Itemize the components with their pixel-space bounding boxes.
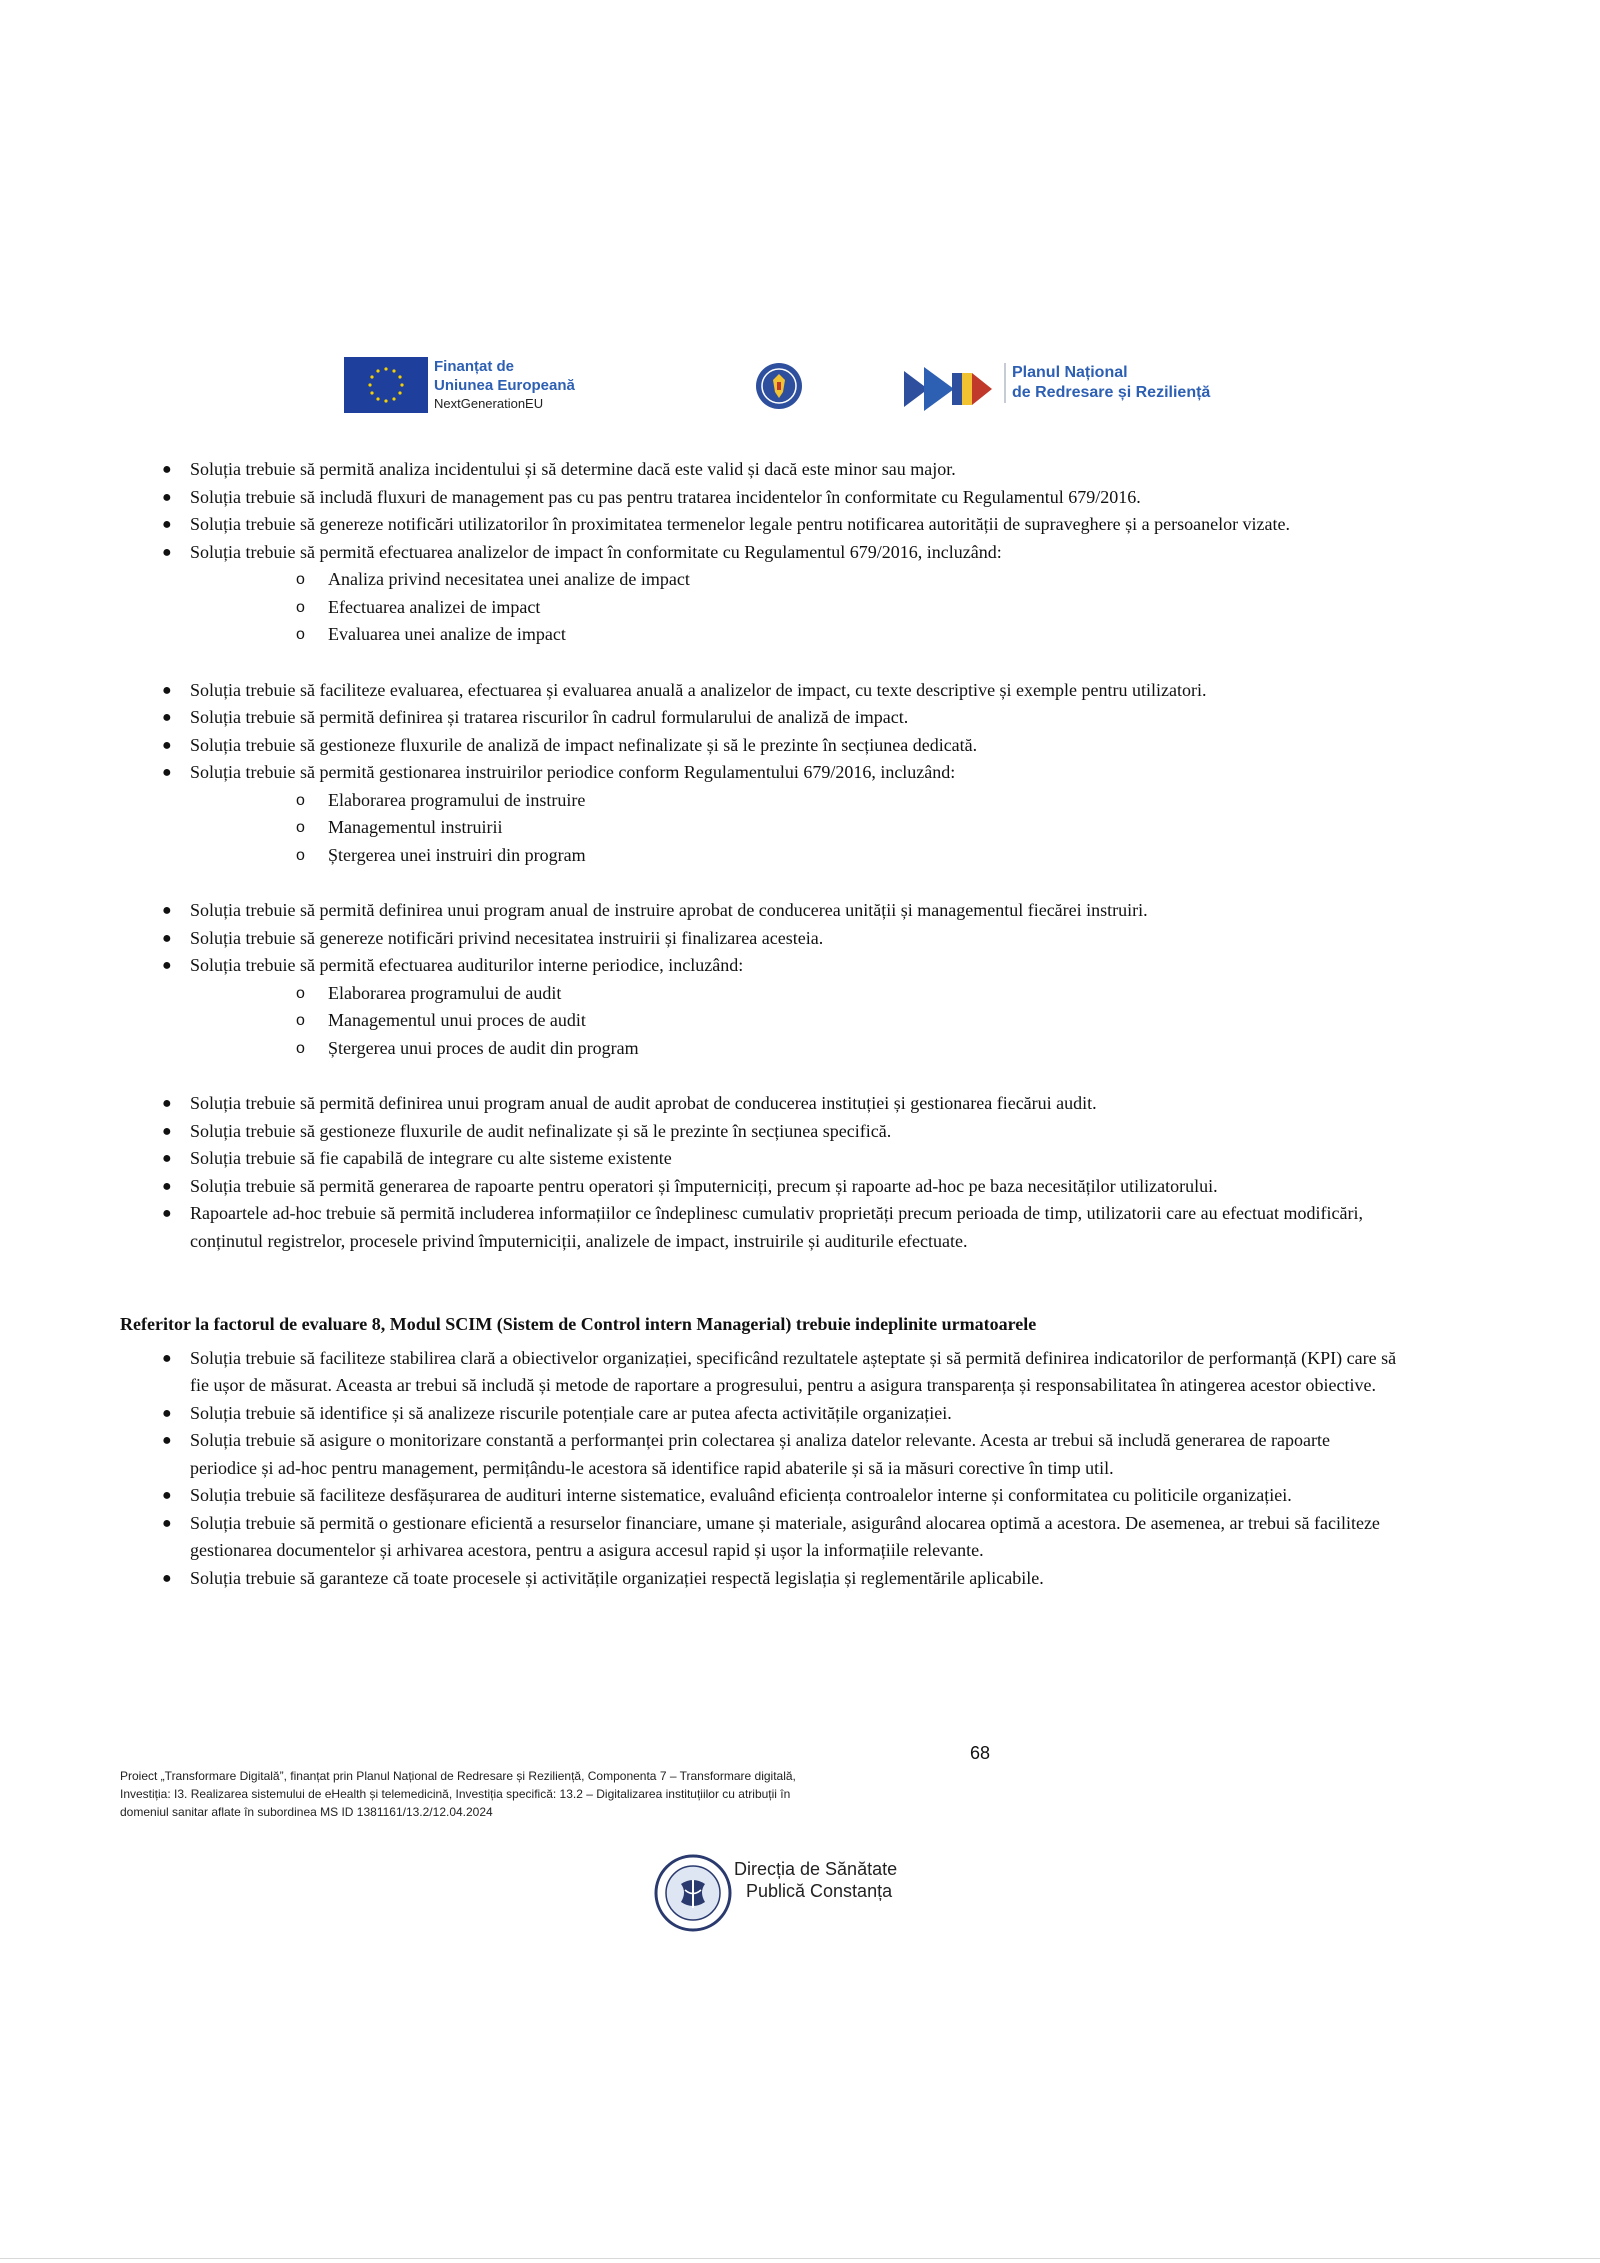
list-item [120,1118,1400,1146]
sub-list-item [190,566,1400,594]
list-item [120,511,1400,539]
eu-line-2: Uniunea Europeană [434,377,575,394]
circle-bullet-icon: o [296,791,305,809]
bullet-icon: ● [162,1349,172,1367]
eu-line-1: Finanțat de [434,358,515,375]
bullet-icon: ● [162,681,172,699]
eu-line-3: NextGenerationEU [434,396,544,411]
list-item [120,677,1400,705]
bullet-icon: ● [162,1150,172,1167]
circle-bullet-icon: o [296,598,305,616]
bullet-list-group-5 [120,1345,1400,1593]
bullet-icon: ● [162,1095,172,1112]
list-item [120,1145,1400,1173]
list-item-text: Soluția trebuie să permită o gestionare eficientă a resurselor financiare, umane și materiale, asigurând alocarea optimă a acestora. De asemenea, ar trebui să faciliteze gestionarea documentelor și arhivarea acestora, pentru a asigura accesul rapid și ușor la informațiile relevante. [190,1512,1380,1560]
list-item-text: Soluția trebuie să fie capabilă de integrare cu alte sisteme existente [190,1148,672,1168]
list-item-text: Soluția trebuie să permită generarea de rapoarte pentru operatori și împuterniciți, precum și rapoarte ad-hoc pe baza necesităților utilizatorului. [190,1175,1218,1196]
sub-list-item [190,594,1400,622]
sub-list-item [190,1007,1400,1035]
list-item-text: Soluția trebuie să gestioneze fluxurile de audit nefinalizate și să le prezinte în secțiunea specifică. [190,1120,892,1141]
bullet-icon: ● [162,1514,172,1532]
sub-list-item [190,1035,1400,1063]
bullet-icon: ● [162,1432,172,1449]
pnrr-label [1004,363,1210,403]
sub-list-item-text: Evaluarea unei analize de impact [328,624,566,644]
list-item [120,759,1400,869]
bullet-icon: ● [162,1177,172,1195]
bullet-icon: ● [162,929,172,947]
list-item-text: Soluția trebuie să permită definirea unui program anual de instruire aprobat de conducerea unității și managementul fiecărei instruiri. [190,900,1148,920]
bullet-icon: ● [162,709,172,726]
circle-bullet-icon: o [296,1012,305,1029]
list-item-text: Soluția trebuie să genereze notificări privind necesitatea instruirii și finalizarea acesteia. [190,927,824,948]
list-item-text: Rapoartele ad-hoc trebuie să permită includerea informațiilor ce îndeplinesc cumulativ proprietăți precum perioada de timp, utilizatorii care au efectuat modificări, conținutul registrelor, procesele privind împuterniciții, analizele de impact, instruirile și auditurile efectuate. [190,1203,1363,1251]
sub-list-group-1 [190,566,1400,649]
bullet-icon: ● [162,488,172,506]
list-item-text: Soluția trebuie să faciliteze desfășurarea de audituri interne sistematice, evaluând eficiența controalelor interne și conformitatea cu politicile organizației. [190,1485,1292,1505]
list-item [120,1510,1400,1565]
sub-list-item-text: Elaborarea programului de instruire [328,789,586,810]
list-item [120,952,1400,1062]
pnrr-line-1: Planul Național [1012,364,1128,381]
sub-list-item-text: Ștergerea unei instruiri din program [328,844,586,865]
circle-bullet-icon: o [296,846,305,864]
list-item-text: Soluția trebuie să gestioneze fluxurile de analiză de impact nefinalizate și să le prezinte în secțiunea dedicată. [190,734,978,755]
list-item [120,1200,1400,1255]
footer-project-info [120,1767,1000,1821]
sub-list-item-text: Analiza privind necesitatea unei analize de impact [328,569,690,589]
list-item [120,456,1400,484]
list-item-text: Soluția trebuie să faciliteze stabilirea clară a obiectivelor organizației, specificând rezultatele așteptate și să permită definirea indicatorilor de performanță (KPI) care să fie ușor de măsurat. Aceasta ar trebui să includă și metode de raportare a progresului, pentru a asigura transparența și responsabilitatea în atingerea acestor obiective. [190,1347,1397,1395]
sub-list-item [190,787,1400,815]
bullet-icon: ● [162,1404,172,1422]
dsp-label [734,1858,897,1902]
bullet-icon: ● [162,736,172,754]
list-item-text: Soluția trebuie să garanteze că toate procesele și activitățile organizației respectă legislația și reglementările aplicabile. [190,1567,1044,1588]
bullet-list-group-3 [120,897,1400,1062]
list-item [120,897,1400,925]
list-item [120,925,1400,953]
pnrr-logo-icon [904,363,1004,415]
dsp-seal-icon [652,1852,734,1934]
circle-bullet-icon: o [296,571,305,588]
circle-bullet-icon: o [296,626,305,643]
bullet-icon: ● [162,1205,172,1222]
page-bottom-edge [0,2258,1600,2259]
list-item [120,1090,1400,1118]
bullet-icon: ● [162,1569,172,1587]
sub-list-item-text: Ștergerea unui proces de audit din program [328,1037,639,1058]
bullet-icon: ● [162,957,172,974]
sub-list-group-2 [190,787,1400,870]
list-item [120,1173,1400,1201]
sub-list-item [190,980,1400,1008]
list-item [120,1400,1400,1428]
list-item-text: Soluția trebuie să genereze notificări utilizatorilor în proximitatea termenelor legale pentru notificarea autorității de supraveghere și a persoanelor vizate. [190,514,1291,534]
list-item [120,1565,1400,1593]
list-item-text: Soluția trebuie să permită gestionarea instruirilor periodice conform Regulamentului 679/2016, incluzând: [190,762,956,782]
list-item [120,1482,1400,1510]
list-item [120,484,1400,512]
spacer [120,1255,1400,1311]
circle-bullet-icon: o [296,1039,305,1057]
bullet-icon: ● [162,764,172,781]
list-item-text: Soluția trebuie să identifice și să analizeze riscurile potențiale care ar putea afecta activitățile organizației. [190,1402,952,1423]
document-body [120,456,1400,1592]
list-item-text: Soluția trebuie să asigure o monitorizare constantă a performanței prin colectarea și analiza datelor relevante. Acesta ar trebui să includă generarea de rapoarte periodice și ad-hoc pentru management, permițându-le acestora să identifice rapid abaterile și să ia măsuri corective în timp util. [190,1430,1330,1478]
romanian-government-emblem-icon [754,361,804,411]
pnrr-line-2: de Redresare și Reziliență [1012,384,1211,401]
bullet-icon: ● [162,902,172,919]
eu-funding-label [434,357,575,413]
bullet-icon: ● [162,516,172,533]
bullet-icon: ● [162,543,172,561]
sub-list-item-text: Managementul unui proces de audit [328,1010,586,1030]
header-logos [0,355,1600,425]
footer-line-2: Investiția: I3. Realizarea sistemului de eHealth și telemedicină, Investiția specifică: 13.2 – Digitalizarea instituțiilor cu atribuții în [120,1787,791,1801]
list-item [120,1345,1400,1400]
list-item-text: Soluția trebuie să permită analiza incidentului și să determine dacă este valid și dacă este minor sau major. [190,459,956,479]
circle-bullet-icon: o [296,819,305,836]
sub-list-item [190,814,1400,842]
list-item-text: Soluția trebuie să permită efectuarea analizelor de impact în conformitate cu Regulamentul 679/2016, incluzând: [190,541,1002,562]
bullet-icon: ● [162,1122,172,1140]
sub-list-group-3 [190,980,1400,1063]
dsp-line-2: Publică Constanța [746,1881,893,1901]
bullet-list-group-2 [120,677,1400,870]
eu-flag-icon [344,357,428,413]
section-heading: Referitor la factorul de evaluare 8, Modul SCIM (Sistem de Control intern Managerial) trebuie indeplinite urmatoarele [120,1314,1037,1334]
bullet-list-group-1 [120,456,1400,649]
list-item-text: Soluția trebuie să permită definirea unui program anual de audit aprobat de conducerea instituției și gestionarea fiecărui audit. [190,1093,1097,1113]
footer-line-1: Proiect „Transformare Digitală”, finanțat prin Planul Național de Redresare și Reziliență, Componenta 7 – Transformare digitală, [120,1769,796,1783]
sub-list-item-text: Elaborarea programului de audit [328,982,562,1003]
list-item-text: Soluția trebuie să faciliteze evaluarea, efectuarea și evaluarea anuală a analizelor de impact, cu texte descriptive și exemple pentru utilizatori. [190,679,1207,700]
sub-list-item [190,842,1400,870]
list-item [120,704,1400,732]
list-item-text: Soluția trebuie să includă fluxuri de management pas cu pas pentru tratarea incidentelor în conformitate cu Regulamentul 679/2016. [190,486,1141,507]
dsp-line-1: Direcția de Sănătate [734,1859,898,1879]
list-item [120,732,1400,760]
spacer [120,649,1400,677]
list-item [120,539,1400,649]
list-item-text: Soluția trebuie să permită definirea și tratarea riscurilor în cadrul formularului de analiză de impact. [190,707,909,727]
sub-list-item-text: Managementul instruirii [328,817,503,837]
circle-bullet-icon: o [296,984,305,1002]
spacer [120,869,1400,897]
sub-list-item [190,621,1400,649]
sub-list-item-text: Efectuarea analizei de impact [328,596,541,617]
footer-line-3: domeniul sanitar aflate în subordinea MS ID 1381161/13.2/12.04.2024 [120,1805,493,1819]
list-item [120,1427,1400,1482]
list-item-text: Soluția trebuie să permită efectuarea auditurilor interne periodice, incluzând: [190,955,744,975]
bullet-icon: ● [162,1487,172,1504]
spacer [120,1062,1400,1090]
page-number: 68 [970,1743,991,1763]
bullet-icon: ● [162,461,172,478]
bullet-list-group-4 [120,1090,1400,1255]
